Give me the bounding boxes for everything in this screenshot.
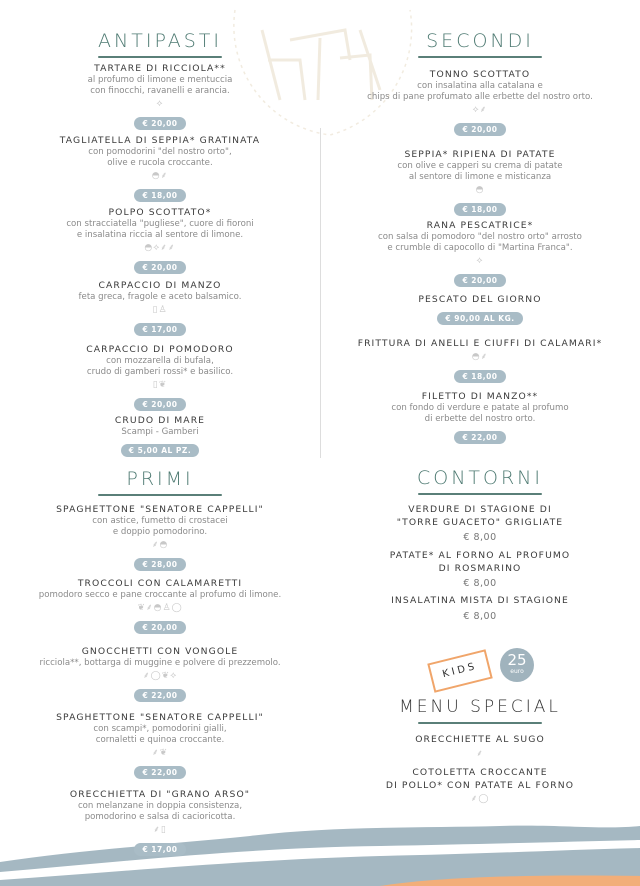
allergen-icons xyxy=(0,98,320,111)
menu-item xyxy=(320,69,640,136)
dish-description: feta greca, fragole e aceto balsamico. xyxy=(78,292,242,302)
dish-name: ORECCHIETTE AL SUGO xyxy=(415,734,545,745)
price-pill: € 5,00 AL PZ. xyxy=(121,444,199,457)
dish-name: CARPACCIO DI POMODORO xyxy=(86,344,234,355)
dish-name: POLPO SCOTTATO* xyxy=(108,207,212,218)
price-row xyxy=(0,111,320,130)
price-row xyxy=(0,760,320,779)
price-row xyxy=(0,837,320,856)
allergen-icons xyxy=(0,242,320,255)
price-pill: € 20,00 xyxy=(134,398,185,411)
wheat-icon: ⸙ xyxy=(142,671,151,681)
wheat-icon: ⸙ xyxy=(160,171,169,181)
shell-icon: ◓ xyxy=(153,603,163,613)
section-header xyxy=(320,467,640,495)
wheat-icon: ⸙ xyxy=(151,540,160,550)
section-underline xyxy=(98,56,222,58)
allergen-icons xyxy=(320,748,640,761)
price-row xyxy=(320,306,640,325)
wheat-icon: ⸙ xyxy=(479,105,488,115)
wheat-icon: ⸙ xyxy=(151,748,160,758)
price-pill: € 18,00 xyxy=(454,370,505,383)
dish-description: olive e rucola croccante. xyxy=(107,158,213,168)
menu-item xyxy=(0,504,320,571)
dish-description: e crumble di capocollo di "Martina Franca". xyxy=(387,243,573,253)
price-pill: € 22,00 xyxy=(454,431,505,444)
section-underline xyxy=(418,56,542,58)
menu-item xyxy=(320,338,640,383)
wheat-icon: ⸙ xyxy=(153,825,161,835)
price-pill: € 20,00 xyxy=(134,117,185,130)
fish-icon: ⟡ xyxy=(156,99,164,109)
dish-description: e insalatina riccia al sentore di limone. xyxy=(76,230,244,240)
dish-name: TROCCOLI CON CALAMARETTI xyxy=(77,578,243,589)
price-row xyxy=(0,438,320,457)
dish-description: e doppio pomodorino. xyxy=(112,527,208,537)
dish-description: pomodoro secco e pane croccante al profumo di limone. xyxy=(38,590,282,600)
menu-item xyxy=(320,767,640,806)
dish-description: cornaletti e quinoa croccante. xyxy=(95,735,225,745)
dish-name: COTOLETTA CROCCANTE xyxy=(412,767,548,778)
price-row xyxy=(320,117,640,136)
price-pill: € 28,00 xyxy=(134,558,185,571)
price-row xyxy=(0,255,320,274)
egg-icon: ◯ xyxy=(478,794,490,804)
fish-icon: ⟡ xyxy=(153,243,161,253)
menu-item xyxy=(0,789,320,856)
crustacean-icon: ❦ xyxy=(161,671,171,681)
menu-item xyxy=(0,578,320,634)
dish-name: "TORRE GUACETO" GRIGLIATE xyxy=(396,516,564,528)
price-pill: € 20,00 xyxy=(454,274,505,287)
price-pill: € 17,00 xyxy=(134,323,185,336)
wheat-icon: ⸙ xyxy=(476,748,484,759)
dish-description: Scampi - Gamberi xyxy=(121,427,199,437)
price-pill: € 18,00 xyxy=(454,203,505,216)
menu-item xyxy=(320,149,640,216)
price-row xyxy=(0,683,320,702)
price-pill: € 90,00 AL KG. xyxy=(437,312,522,325)
section-header xyxy=(320,696,640,724)
egg-icon: ◯ xyxy=(171,603,183,613)
dish-name: CARPACCIO DI MANZO xyxy=(98,280,222,291)
menu-item xyxy=(320,550,640,590)
price: € 8,00 xyxy=(463,578,497,589)
sulfite-icon: ♙ xyxy=(162,603,172,613)
sulfite-icon: ♙ xyxy=(158,305,168,315)
price-pill: € 20,00 xyxy=(134,261,185,274)
allergen-icons xyxy=(320,793,640,806)
price-row xyxy=(320,425,640,444)
milk-icon: ▯ xyxy=(160,825,167,835)
dish-name: ORECCHIETTA DI "GRANO ARSO" xyxy=(69,789,251,800)
section-title: MENU SPECIAL xyxy=(399,697,561,717)
allergen-icons xyxy=(0,379,320,392)
allergen-icons xyxy=(0,824,320,837)
allergen-icons xyxy=(0,747,320,760)
allergen-icons xyxy=(0,539,320,552)
milk-icon: ▯ xyxy=(152,305,159,315)
crustacean-icon: ❦ xyxy=(137,603,146,613)
section-underline xyxy=(98,494,222,496)
allergen-icons xyxy=(320,104,640,117)
section-header xyxy=(320,30,640,58)
price-row xyxy=(320,268,640,287)
dish-description: al profumo di limone e mentuccia xyxy=(87,75,233,85)
section-title: ANTIPASTI xyxy=(98,30,222,52)
price-row xyxy=(0,392,320,411)
kids-label: KIDS xyxy=(427,649,492,693)
dish-description: pomodorino e salsa di cacioricotta. xyxy=(84,812,236,822)
dish-description: con fondo di verdure e patate al profumo xyxy=(391,403,569,413)
dish-name: RANA PESCATRICE* xyxy=(426,220,534,231)
dish-name: TAGLIATELLA DI SEPPIA* GRATINATA xyxy=(59,135,261,146)
shell-icon: ◓ xyxy=(151,171,161,181)
menu-item xyxy=(320,504,640,544)
price-row xyxy=(0,552,320,571)
fish-icon: ⟡ xyxy=(472,105,480,115)
section-title: PRIMI xyxy=(126,468,194,490)
price-row xyxy=(0,317,320,336)
allergen-icons xyxy=(320,255,640,268)
dish-description: con olive e capperi su crema di patate xyxy=(397,161,563,171)
price-pill: € 22,00 xyxy=(134,766,185,779)
egg-icon: ◯ xyxy=(150,671,162,681)
menu-item xyxy=(0,135,320,202)
dish-name: INSALATINA MISTA DI STAGIONE xyxy=(391,595,569,606)
menu-item xyxy=(320,595,640,623)
menu-item xyxy=(320,294,640,325)
menu-item xyxy=(320,734,640,761)
price-pill: € 18,00 xyxy=(134,189,185,202)
price-pill: € 20,00 xyxy=(134,621,185,634)
dish-description: con pomodorini "del nostro orto", xyxy=(88,147,232,157)
fish-icon: ⟡ xyxy=(170,671,178,681)
section-header xyxy=(0,30,320,58)
shell-icon: ◓ xyxy=(144,243,154,253)
menu-item xyxy=(0,344,320,411)
price-pill: € 17,00 xyxy=(134,843,185,856)
dish-description: crudo di gamberi rossi* e basilico. xyxy=(86,367,234,377)
shell-icon: ◓ xyxy=(159,540,169,550)
allergen-icons xyxy=(0,670,320,683)
menu-item xyxy=(320,391,640,444)
wheat-icon: ⸙ xyxy=(160,243,168,253)
dish-description: con mozzarella di bufala, xyxy=(106,356,214,366)
crustacean-icon: ❦ xyxy=(159,748,169,758)
price-row xyxy=(320,197,640,216)
price-row xyxy=(320,364,640,383)
dish-name: CRUDO DI MARE xyxy=(114,415,206,426)
dish-name: DI POLLO* CON PATATE AL FORNO xyxy=(385,779,575,791)
price-pill: € 22,00 xyxy=(134,689,185,702)
price-row xyxy=(0,183,320,202)
dish-name: SPAGHETTONE "SENATORE CAPPELLI" xyxy=(56,712,264,723)
crustacean-icon: ❦ xyxy=(158,380,168,390)
dish-description: al sentore di limone e misticanza xyxy=(408,172,552,182)
kids-price-badge xyxy=(500,648,534,682)
dish-name: FRITTURA DI ANELLI E CIUFFI DI CALAMARI* xyxy=(357,338,603,349)
dish-name: TARTARE DI RICCIOLA** xyxy=(94,63,226,74)
menu-item xyxy=(0,712,320,779)
dish-description: ricciola**, bottarga di muggine e polvere di prezzemolo. xyxy=(39,658,281,668)
dish-description: con stracciatella "pugliese", cuore di fioroni xyxy=(66,219,254,229)
dish-name: SPAGHETTONE "SENATORE CAPPELLI" xyxy=(56,504,264,515)
allergen-icons xyxy=(320,351,640,364)
menu-item xyxy=(0,207,320,274)
dish-description: chips di pane profumato alle erbette del nostro orto. xyxy=(367,92,593,102)
wheat-icon: ⸙ xyxy=(480,352,489,362)
price: € 8,00 xyxy=(463,532,497,543)
section-title: SECONDI xyxy=(426,30,534,52)
milk-icon: ▯ xyxy=(152,380,159,390)
price-row xyxy=(0,615,320,634)
dish-description: con astice, fumetto di crostacei xyxy=(92,516,228,526)
allergen-icons xyxy=(0,602,320,615)
section-title: CONTORNI xyxy=(416,467,543,489)
dish-description: con insalatina alla catalana e xyxy=(417,81,543,91)
wheat-icon: ⸙ xyxy=(167,243,176,253)
section-underline xyxy=(418,722,542,724)
dish-name: PATATE* AL FORNO AL PROFUMO xyxy=(389,550,571,561)
dish-description: di erbette del nostro orto. xyxy=(424,414,536,424)
dish-description: con salsa di pomodoro "del nostro orto" arrosto xyxy=(378,232,582,242)
kids-price: 25 xyxy=(507,651,527,669)
shell-icon: ◓ xyxy=(471,352,481,362)
wheat-icon: ⸙ xyxy=(470,794,479,804)
dish-name: DI ROSMARINO xyxy=(438,562,522,574)
price-pill: € 20,00 xyxy=(454,123,505,136)
price: € 8,00 xyxy=(463,610,497,622)
dish-name: VERDURE DI STAGIONE DI xyxy=(408,504,552,515)
dish-name: FILETTO DI MANZO** xyxy=(421,391,539,402)
menu-item xyxy=(0,415,320,457)
dish-name: GNOCCHETTI CON VONGOLE xyxy=(81,646,239,657)
section-underline xyxy=(418,493,542,495)
wheat-icon: ⸙ xyxy=(145,603,154,613)
kids-currency: euro xyxy=(510,668,524,675)
section-header xyxy=(0,468,320,496)
dish-name: SEPPIA* RIPIENA DI PATATE xyxy=(404,149,556,160)
menu-item xyxy=(320,220,640,287)
menu-item xyxy=(0,646,320,702)
menu-item xyxy=(0,63,320,130)
dish-description: con scampi*, pomodorini gialli, xyxy=(93,724,227,734)
dish-name: TONNO SCOTTATO xyxy=(429,69,531,80)
allergen-icons xyxy=(0,304,320,317)
dish-description: con melanzane in doppia consistenza, xyxy=(77,801,243,811)
dish-description: con finocchi, ravanelli e arancia. xyxy=(90,86,230,96)
shell-icon: ◓ xyxy=(475,185,485,195)
allergen-icons xyxy=(320,184,640,197)
dish-name: PESCATO DEL GIORNO xyxy=(418,294,542,305)
fish-icon: ⟡ xyxy=(476,256,484,266)
menu-item xyxy=(0,280,320,336)
allergen-icons xyxy=(0,170,320,183)
